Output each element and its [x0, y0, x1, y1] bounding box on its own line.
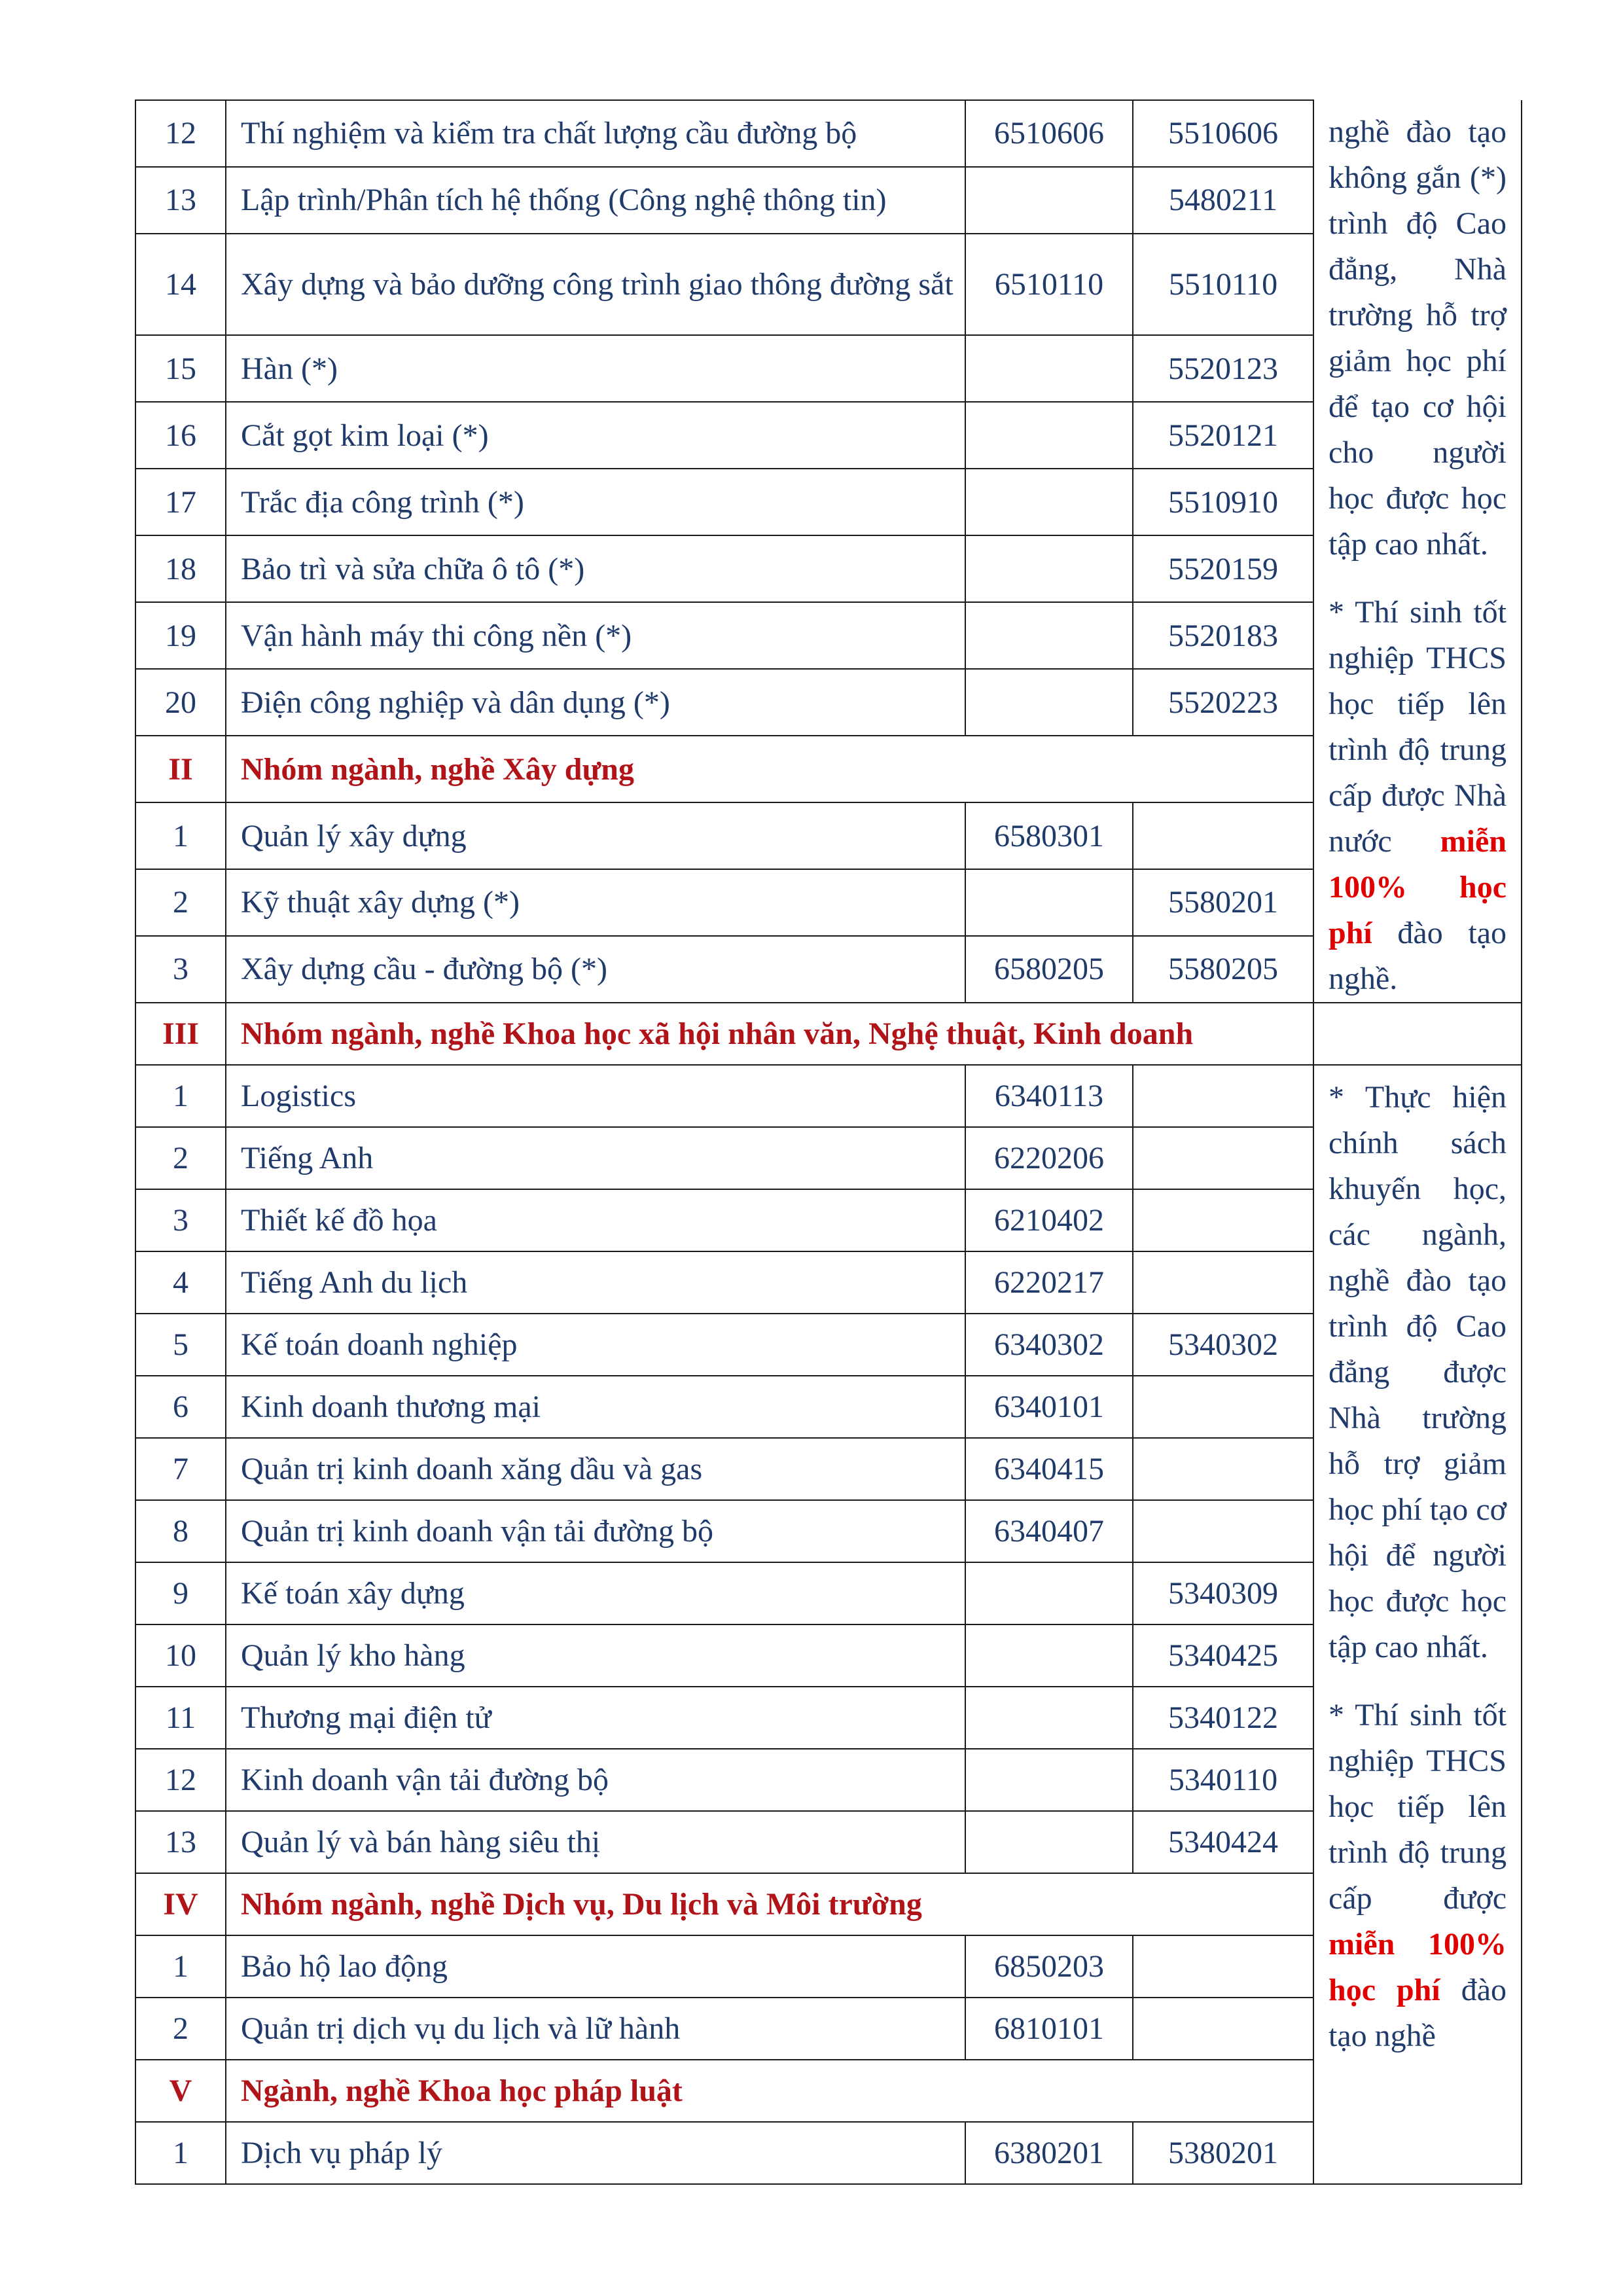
row-number: 16 [135, 402, 226, 469]
note-paragraph: * Thực hiện chính sách khuyến học, các ngành, nghề đào tạo trình độ Cao đẳng được Nhà trường hỗ trợ giảm học phí tạo cơ hội để người học được học tập cao nhất. [1329, 1080, 1507, 1664]
program-name: Tiếng Anh du lịch [226, 1251, 965, 1314]
college-code [965, 1749, 1133, 1811]
tuition-free-highlight: miễn 100% học phí [1329, 1927, 1507, 2007]
college-code: 6510110 [965, 234, 1133, 336]
note-paragraph: nghề đào tạo không gắn (*) trình độ Cao đẳng, Nhà trường hỗ trợ giảm học phí để tạo cơ hội cho người học được học tập cao nhất. [1329, 115, 1507, 562]
row-number: 8 [135, 1500, 226, 1562]
row-number: 13 [135, 1811, 226, 1873]
program-name: Quản lý kho hàng [226, 1624, 965, 1687]
program-name: Bảo hộ lao động [226, 1935, 965, 1998]
row-number: 4 [135, 1251, 226, 1314]
row-number: 20 [135, 669, 226, 736]
intermediate-code: 5340122 [1133, 1687, 1313, 1749]
program-name: Bảo trì và sửa chữa ô tô (*) [226, 535, 965, 602]
college-code [965, 402, 1133, 469]
program-name: Kinh doanh thương mại [226, 1376, 965, 1438]
intermediate-code [1133, 1998, 1313, 2060]
empty-note-cell [1313, 1003, 1522, 1065]
group-title: Ngành, nghề Khoa học pháp luật [226, 2060, 1313, 2122]
intermediate-code: 5520183 [1133, 602, 1313, 669]
program-table [135, 99, 1522, 2185]
program-name: Quản lý và bán hàng siêu thị [226, 1811, 965, 1873]
row-number: 15 [135, 335, 226, 402]
row-number: 6 [135, 1376, 226, 1438]
college-code: 6580301 [965, 802, 1133, 869]
program-name: Kinh doanh vận tải đường bộ [226, 1749, 965, 1811]
program-name: Thí nghiệm và kiểm tra chất lượng cầu đường bộ [226, 100, 965, 167]
college-code [965, 167, 1133, 234]
intermediate-code [1133, 1500, 1313, 1562]
row-number: 11 [135, 1687, 226, 1749]
group-number: II [135, 736, 226, 802]
note-paragraph [1329, 590, 1507, 1002]
note-text: * Thí sinh tốt nghiệp THCS học tiếp lên trình độ trung cấp được [1329, 1698, 1507, 1916]
row-number: 10 [135, 1624, 226, 1687]
college-code: 6810101 [965, 1998, 1133, 2060]
policy-note-1 [1313, 100, 1522, 1003]
row-number: 1 [135, 2122, 226, 2184]
intermediate-code: 5510606 [1133, 100, 1313, 167]
college-code [965, 335, 1133, 402]
program-name: Lập trình/Phân tích hệ thống (Công nghệ thông tin) [226, 167, 965, 234]
program-name: Điện công nghiệp và dân dụng (*) [226, 669, 965, 736]
group-number: IV [135, 1873, 226, 1935]
college-code [965, 1811, 1133, 1873]
intermediate-code: 5340110 [1133, 1749, 1313, 1811]
program-name: Trắc địa công trình (*) [226, 469, 965, 535]
college-code: 6220217 [965, 1251, 1133, 1314]
row-number: 1 [135, 1935, 226, 1998]
row-number: 19 [135, 602, 226, 669]
table-row [135, 100, 1522, 167]
college-code: 6210402 [965, 1189, 1133, 1251]
college-code [965, 1562, 1133, 1624]
program-name: Vận hành máy thi công nền (*) [226, 602, 965, 669]
tuition-free-highlight: miễn 100% học phí [1329, 824, 1507, 950]
intermediate-code: 5520159 [1133, 535, 1313, 602]
intermediate-code [1133, 1065, 1313, 1127]
college-code: 6580205 [965, 936, 1133, 1003]
intermediate-code: 5520123 [1133, 335, 1313, 402]
table-row [135, 1065, 1522, 1127]
intermediate-code [1133, 802, 1313, 869]
college-code: 6340407 [965, 1500, 1133, 1562]
row-number: 1 [135, 802, 226, 869]
row-number: 9 [135, 1562, 226, 1624]
row-number: 2 [135, 869, 226, 936]
intermediate-code: 5480211 [1133, 167, 1313, 234]
group-title: Nhóm ngành, nghề Khoa học xã hội nhân văn, Nghệ thuật, Kinh doanh [226, 1003, 1313, 1065]
program-name: Dịch vụ pháp lý [226, 2122, 965, 2184]
program-name: Kế toán xây dựng [226, 1562, 965, 1624]
group-title: Nhóm ngành, nghề Xây dựng [226, 736, 1313, 802]
row-number: 2 [135, 1998, 226, 2060]
college-code: 6340302 [965, 1314, 1133, 1376]
college-code: 6340101 [965, 1376, 1133, 1438]
college-code [965, 1687, 1133, 1749]
intermediate-code [1133, 1376, 1313, 1438]
policy-note-2 [1313, 1065, 1522, 2184]
program-name: Cắt gọt kim loại (*) [226, 402, 965, 469]
note-text: * Thí sinh tốt nghiệp THCS học tiếp lên trình độ trung cấp được Nhà nước [1329, 595, 1507, 859]
college-code [965, 535, 1133, 602]
row-number: 3 [135, 1189, 226, 1251]
intermediate-code: 5340309 [1133, 1562, 1313, 1624]
program-table-body [135, 100, 1522, 2184]
program-name: Quản lý xây dựng [226, 802, 965, 869]
row-number: 5 [135, 1314, 226, 1376]
college-code [965, 1624, 1133, 1687]
program-name: Quản trị kinh doanh xăng dầu và gas [226, 1438, 965, 1500]
program-name: Quản trị kinh doanh vận tải đường bộ [226, 1500, 965, 1562]
intermediate-code: 5510110 [1133, 234, 1313, 336]
row-number: 3 [135, 936, 226, 1003]
program-name: Quản trị dịch vụ du lịch và lữ hành [226, 1998, 965, 2060]
row-number: 18 [135, 535, 226, 602]
intermediate-code: 5520121 [1133, 402, 1313, 469]
group-number: III [135, 1003, 226, 1065]
college-code [965, 669, 1133, 736]
program-name: Logistics [226, 1065, 965, 1127]
row-number: 13 [135, 167, 226, 234]
program-name: Thương mại điện tử [226, 1687, 965, 1749]
program-name: Xây dựng và bảo dưỡng công trình giao thông đường sắt [226, 234, 965, 336]
note-text: đào tạo nghề. [1329, 916, 1507, 996]
program-name: Thiết kế đồ họa [226, 1189, 965, 1251]
intermediate-code: 5340302 [1133, 1314, 1313, 1376]
college-code: 6510606 [965, 100, 1133, 167]
note-text: đào tạo nghề [1329, 1973, 1507, 2053]
row-number: 12 [135, 1749, 226, 1811]
college-code [965, 469, 1133, 535]
note-paragraph [1329, 1693, 1507, 2059]
intermediate-code: 5340424 [1133, 1811, 1313, 1873]
intermediate-code: 5580201 [1133, 869, 1313, 936]
intermediate-code [1133, 1127, 1313, 1189]
intermediate-code [1133, 1189, 1313, 1251]
intermediate-code: 5580205 [1133, 936, 1313, 1003]
intermediate-code [1133, 1438, 1313, 1500]
intermediate-code [1133, 1251, 1313, 1314]
row-number: 12 [135, 100, 226, 167]
program-name: Kỹ thuật xây dựng (*) [226, 869, 965, 936]
program-name: Tiếng Anh [226, 1127, 965, 1189]
college-code [965, 869, 1133, 936]
group-number: V [135, 2060, 226, 2122]
college-code: 6220206 [965, 1127, 1133, 1189]
intermediate-code: 5510910 [1133, 469, 1313, 535]
program-name: Kế toán doanh nghiệp [226, 1314, 965, 1376]
college-code: 6340113 [965, 1065, 1133, 1127]
college-code: 6340415 [965, 1438, 1133, 1500]
intermediate-code: 5520223 [1133, 669, 1313, 736]
college-code: 6850203 [965, 1935, 1133, 1998]
row-number: 7 [135, 1438, 226, 1500]
intermediate-code: 5340425 [1133, 1624, 1313, 1687]
group-header-row [135, 1003, 1522, 1065]
row-number: 17 [135, 469, 226, 535]
college-code [965, 602, 1133, 669]
intermediate-code: 5380201 [1133, 2122, 1313, 2184]
intermediate-code [1133, 1935, 1313, 1998]
row-number: 1 [135, 1065, 226, 1127]
program-name: Xây dựng cầu - đường bộ (*) [226, 936, 965, 1003]
row-number: 14 [135, 234, 226, 336]
college-code: 6380201 [965, 2122, 1133, 2184]
group-title: Nhóm ngành, nghề Dịch vụ, Du lịch và Môi trường [226, 1873, 1313, 1935]
program-name: Hàn (*) [226, 335, 965, 402]
row-number: 2 [135, 1127, 226, 1189]
